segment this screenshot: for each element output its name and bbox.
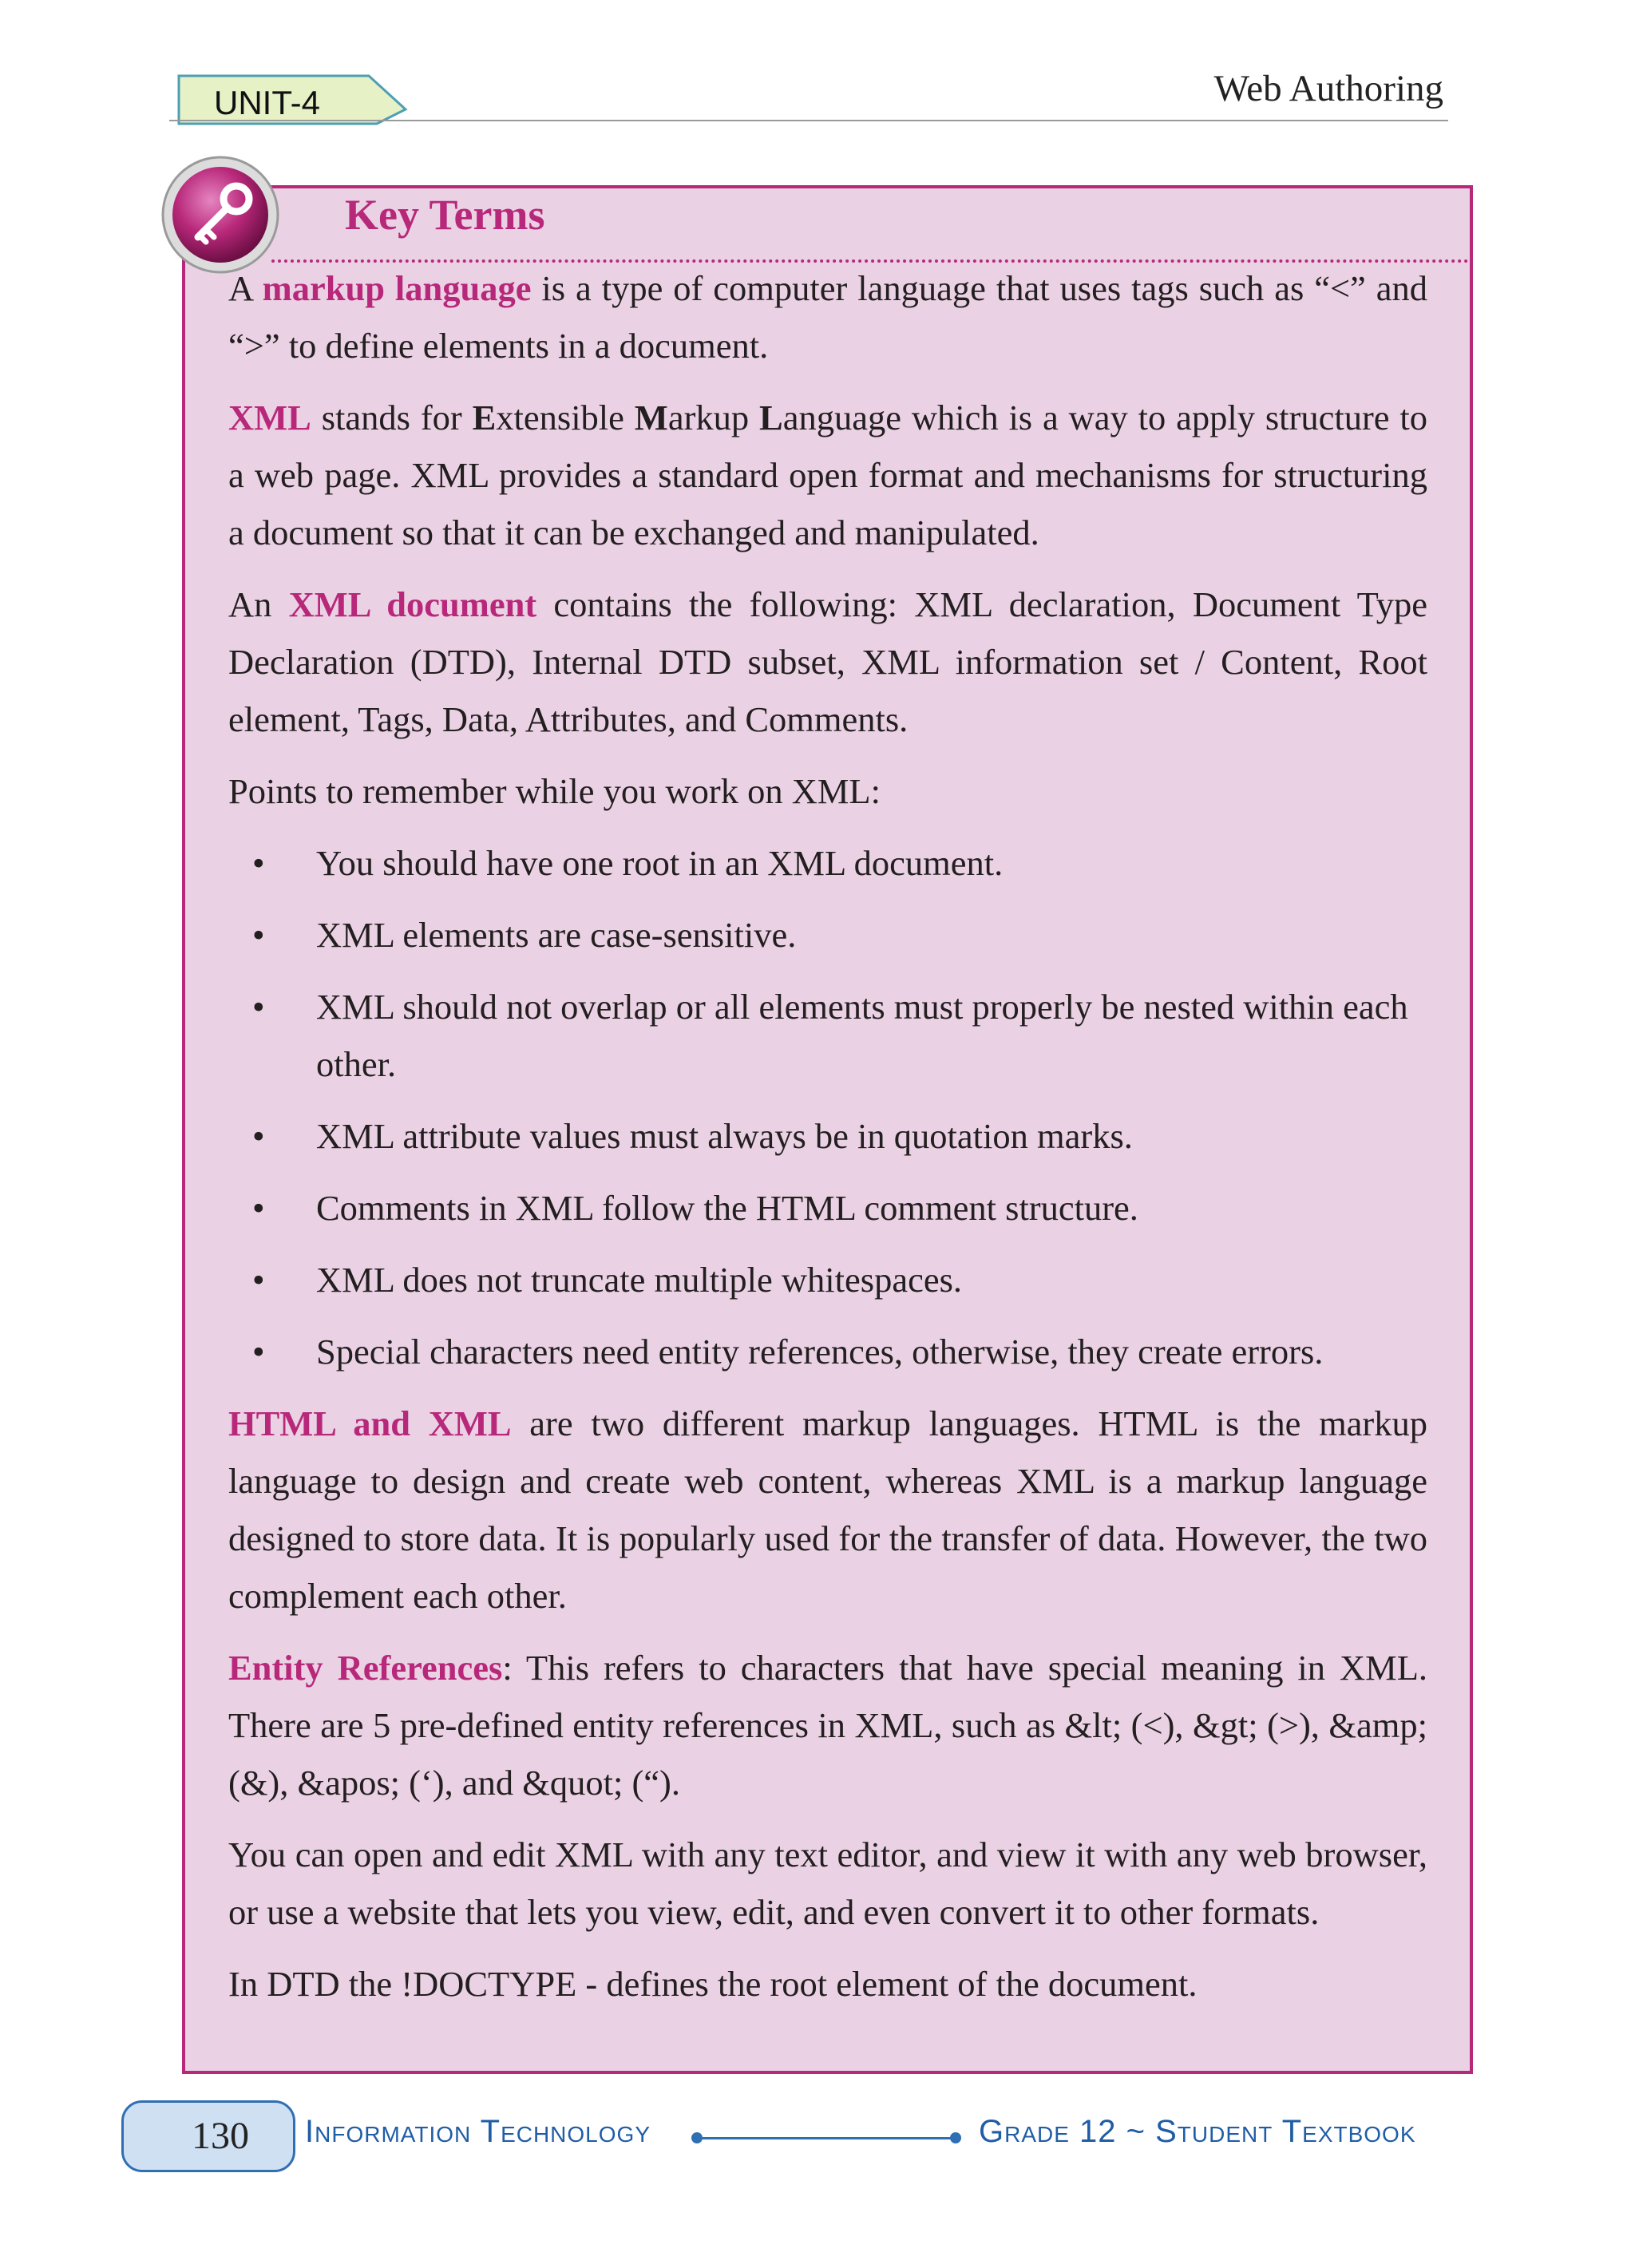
list-item: • XML does not truncate multiple whitespaces. xyxy=(252,1260,963,1300)
footer-divider-line xyxy=(699,2137,955,2139)
xml-document-term: XML document xyxy=(288,584,537,624)
xml-term: XML xyxy=(228,398,311,437)
markup-language-paragraph: A markup language is a type of computer language that uses tags such as “<” and “>” to define elements in a document. xyxy=(228,268,1427,366)
entity-references-term: Entity References xyxy=(228,1648,503,1688)
footer-line-end-dot xyxy=(950,2132,961,2143)
xml-document-paragraph: An XML document contains the following: XML declaration, Document Type Declaration (DTD), Internal DTD subset, XML information set / Content, Root element, Tags, Data, Attributes, and Comments. xyxy=(228,584,1428,739)
list-item: • XML elements are case-sensitive. xyxy=(252,915,797,955)
entity-references-paragraph: Entity References: This refers to characters that have special meaning in XML. There are 5 pre-defined entity references in XML, such as &lt; (<), &gt; (>), &amp; (&), &apos; (‘), and &quot; (“). xyxy=(228,1648,1427,1803)
list-item: • Special characters need entity references, otherwise, they create errors. xyxy=(252,1332,1324,1371)
key-terms-heading: Key Terms xyxy=(345,191,545,239)
list-item: • XML attribute values must always be in quotation marks. xyxy=(252,1116,1133,1156)
unit-label: UNIT-4 xyxy=(214,84,321,121)
key-icon xyxy=(160,154,281,275)
list-item: • XML should not overlap or all elements must properly be nested within each other. xyxy=(252,987,1408,1084)
footer-subject: Information Technology xyxy=(305,2114,651,2149)
page-number: 130 xyxy=(192,2115,249,2157)
xml-paragraph: XML stands for Extensible Markup Language which is a way to apply structure to a web page. XML provides a standard open format and mechanisms for structuring a document so that it can be exchanged and manipulated. xyxy=(228,398,1427,552)
points-intro: Points to remember while you work on XML: xyxy=(228,771,881,811)
footer-grade: Grade 12 ~ Student Textbook xyxy=(979,2114,1416,2149)
chapter-title: Web Authoring xyxy=(1213,68,1443,109)
dtd-paragraph: In DTD the !DOCTYPE - defines the root element of the document. xyxy=(228,1964,1198,2004)
header-divider xyxy=(169,120,1448,121)
list-item: • You should have one root in an XML document. xyxy=(252,843,1004,883)
editor-paragraph: You can open and edit XML with any text editor, and view it with any web browser, or use a website that lets you view, edit, and even convert it to other formats. xyxy=(228,1835,1427,1932)
html-xml-paragraph: HTML and XML are two different markup languages. HTML is the markup language to design and create web content, whereas XML is a markup language designed to store data. It is popularly used for the transfer of data. However, the two complement each other. xyxy=(228,1403,1428,1616)
markup-language-term: markup language xyxy=(262,268,532,308)
points-list xyxy=(228,834,1427,1380)
html-xml-term: HTML and XML xyxy=(228,1403,512,1443)
unit-tab xyxy=(177,74,409,125)
key-terms-content xyxy=(228,259,1427,2027)
list-item: • Comments in XML follow the HTML comment structure. xyxy=(252,1188,1138,1228)
